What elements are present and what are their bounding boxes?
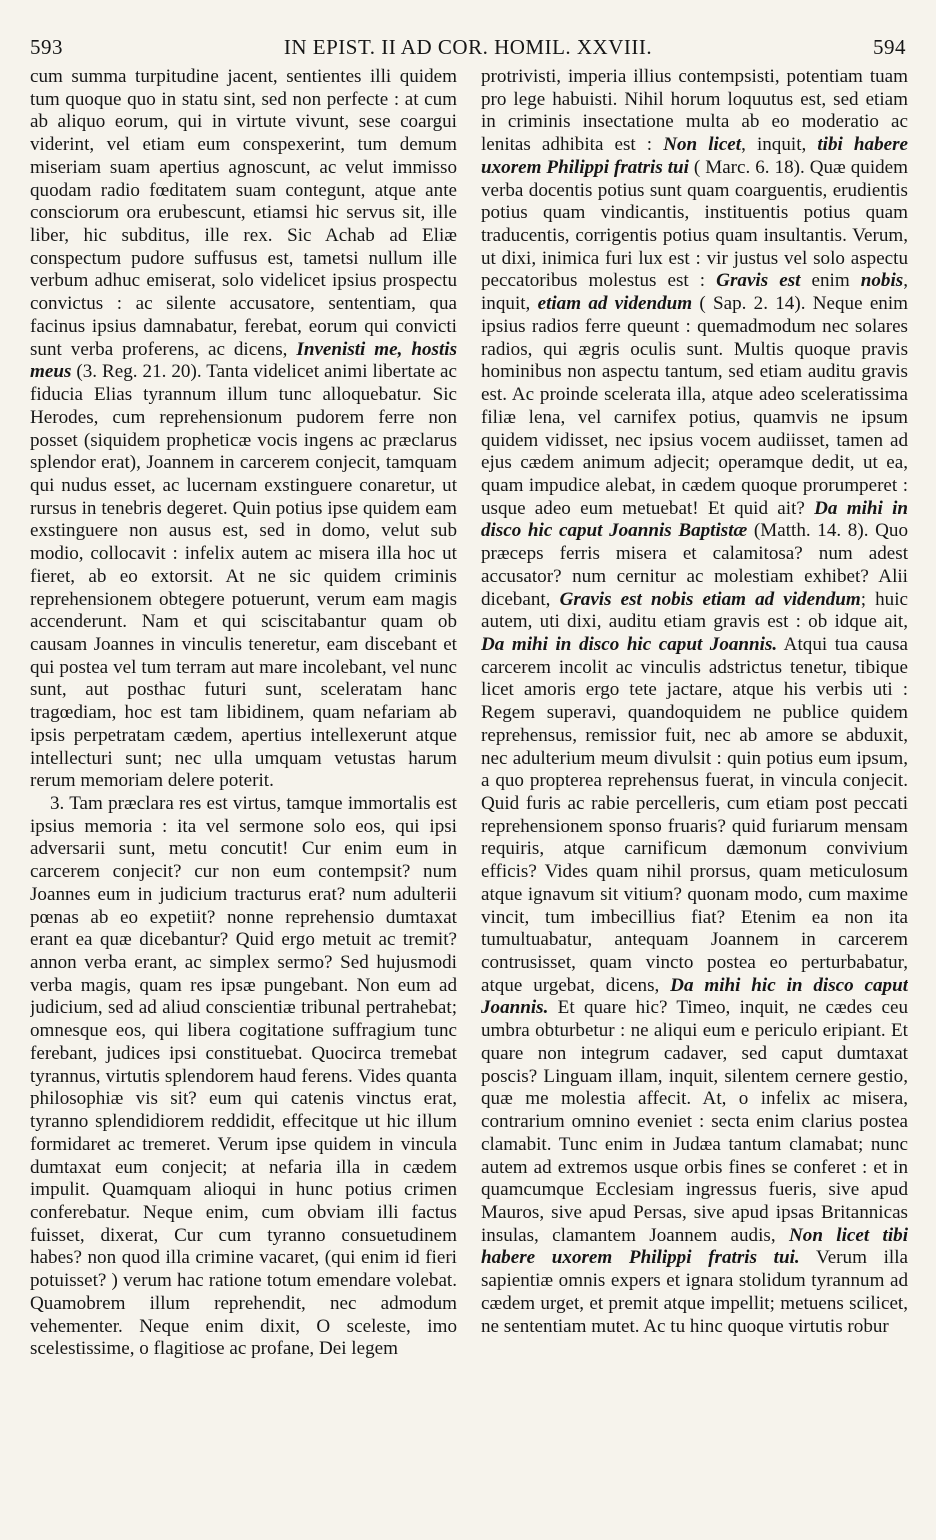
text-run: cum summa turpitudine jacent, sentientes illi quidem tum quoque quo in statu sint, sed non perfecte : at cum ab aliquo eorum, qui in virtute vivunt, sese coargui viderint, vel etiam eum conspexerint, tum demum miseriam suam apertius agnoscunt, ac velut immisso quodam radio fœditatem suam contegunt, atque ante consciorum ora erubescunt, etiamsi hic servus sit, ille liber, hic subditus, ille rex. Sic Achab ad Eliæ conspectum pudore suffusus est, tametsi nullum ille verbum adhuc emiserat, solo videlicet ipsius prospectu convictus : ac silente accusatore, sententiam, qua facinus ipsius damnabatur, ferebat, eorum qui convicti sunt verba proferens, ac dicens, <box>30 66 457 360</box>
text-run: ; huic autem, uti dixi, auditu etiam gravis est : ob idque ait, <box>481 588 908 633</box>
text-run: enim <box>800 270 861 292</box>
text-run: Tanta videlicet animi libertate ac fiducia Elias tyrannum illum tunc alloquebatur. Sic Herodes, cum reprehensionum pudorem ferre non posset (siquidem propheticæ vocis ingens ac præclarus splendor erat), Joannem in carcerem conjecit, tamquam qui nudus esset, ac lucernam exstinguere conaretur, ut rursus in tenebris degeret. Quin potius ipse quidem eam exstinguere non ausus est, sed in domo, velut sub modio, collocavit : infelix autem ac misera illa hoc ut fieret, ab eo extorsit. At ne sic quidem criminis reprehensionem obtegere potuerunt, verum eam magis accenderunt. Nam et qui sciscitabantur quam ob causam Joannes in vinculis teneretur, eam discebant et qui postea vel tum terram aut mare incolebant, vel nunc sunt, aut posthac futuri sunt, sceleratam hanc tragœdiam, hoc est tam libidinem, quam nefariam ab ipsis perpetratam cædem, apertius intellexerunt atque intellecturi sunt; nec ulla umquam vetustas harum rerum memoriam delere poterit. <box>30 361 457 792</box>
scripture-reference: (Matth. 14. 8). <box>747 520 869 542</box>
text-run: Neque enim ipsius radios ferre queunt : quemadmodum nec solares radios, qui ægris oculis sunt. Multis quoque pravis hominibus non aspectu tantum, sed etiam auditu gravis est. Ac proinde scelerata illa, atque adeo sceleratissima filiæ lena, vel carnifex potius, quamvis ne ipsum quidem vidisset, nec ipsius vocem audiisset, tamen ad ejus cædem animum adjecit; operamque dedit, ut ea, quam impudice alebat, in cædem quoque prorumperet : usque adeo eum metuebat! Et quid ait? <box>481 293 908 519</box>
scripture-quote: etiam ad videndum <box>537 293 693 315</box>
scripture-quote: Invenisti me, hostis meus <box>30 338 457 383</box>
text-run: Quo præceps ferris misera et calamitosa? num adest accusator? num cernitur ac molestiam exhibet? Alii dicebant, <box>481 520 908 610</box>
text-run: , inquit, <box>481 270 908 315</box>
scripture-reference: ( Marc. 6. 18). <box>688 156 805 178</box>
right-page-number: 594 <box>873 34 906 59</box>
scripture-quote: tibi habere uxorem Philippi fratris tui <box>481 134 908 178</box>
scripture-quote: Da mihi in disco hic caput Joannis. <box>481 633 778 655</box>
text-run: , inquit, <box>741 134 818 156</box>
text-run: protrivisti, imperia illius contempsisti, potentiam tuam pro lege habuisti. Nihil horum loquutus est, sed etiam in criminis insectatione multa ab eo moderatio ac lenitas adhibita est : <box>481 66 908 156</box>
text-run: Atqui tua causa carcerem incolit ac vinculis adstrictus tenetur, tibique licet amoris ergo tete jactare, atque his verbis uti : Regem superavi, quandoquidem ne publice quidem reprehensus, remissior fuit, nec ab amore se abduxit, nec adulterium meum divulsit : quin potius eum ipsum, a quo propterea reprehensus fuerat, in vincula conjecit. Quid furis ac rabie percelleris, cum etiam post peccati reprehensionem sponso fruaris? quid furiarum mensam requiris, atque carnificum dæmonum convivium efficis? Vides quam nihil prorsus, quam meticulosum atque ignavum sit vitium? quonam modo, cum maxime vincit, tum imbecillius fiat? Etenim ea non ita tumultuabatur, antequam Joannem in carcerem contrusisset, quam vincto postea eo perturbabatur, atque urgebat, dicens, <box>481 633 908 996</box>
text-run: Quæ quidem verba docentis potius sunt quam coarguentis, erudientis potius quam vindicantis, instituentis potius quam traducentis, corrigentis potius quam insultantis. Verum, ut dixi, inimica furi lux est : vir justus vel solo aspectu peccatoribus molestus est : <box>481 156 908 292</box>
text-run: Et quare hic? Timeo, inquit, ne cædes ceu umbra obturbetur : ne aliqui eum e periculo eripiant. Et quare non integrum cadaver, sed caput dumtaxat poscis? Linguam illam, inquit, silentem cernere gestio, quæ me molestia affecit. At, o infelix ac misera, contrarium omnino eveniet : secta enim clarius postea clamabit. Tunc enim in Judæa tantum clamabat; nunc autem ad extremos usque orbis fines se conferet : et in quamcumque Ecclesiam ingressus fueris, sive apud Mauros, sive apud Persas, sive apud ipsas Britannicas insulas, clamantem Joannem audis, <box>481 997 908 1246</box>
right-paragraph <box>481 66 908 1338</box>
text-run: Verum illa sapientiæ omnis expers et ignara stolidum tyrannum ad cædem urget, et premit atque impellit; metuens scilicet, ne sententiam mutet. Ac tu hinc quoque virtutis robur <box>481 1247 908 1337</box>
scripture-quote: Non licet <box>663 134 742 156</box>
scripture-reference: ( Sap. 2. 14). <box>692 293 806 315</box>
right-column <box>481 66 908 1522</box>
text-columns <box>30 66 908 1522</box>
left-paragraph-2: 3. Tam præclara res est virtus, tamque immortalis est ipsius memoria : ita vel sermone solo eos, qui ipsi adversarii sunt, metu concutit! Cur enim eum in carcerem conjecit? cur non eum contempsit? num Joannes eum in judicium tracturus erat? num adulterii pœnas ab eo expetiit? nonne reprehensio dumtaxat erant ea quæ dicebantur? Quid ergo metuit ac tremit? annon verba erant, ac simplex sermo? Sed hujusmodi verba magis, quam res ipsæ pungebant. Non eum ad judicium, sed ad aliud conscientiæ tribunal pertrahebat; omnesque eos, qui libera cogitatione suffragium tunc ferebant, judices ipsi constituebat. Quocirca tremebat tyrannus, virtutis splendorem haud ferens. Vides quanta philosophiæ vis sit? eum qui catenis vinctus erat, tyranno splendidiorem reddidit, effecitque ut hic illum formidaret ac tremeret. Verum ipse quidem in vincula dumtaxat eum conjecit; at nefaria illa in cædem impulit. Quamquam alioqui in hunc potius crimen conferebatur. Neque enim, cum obviam illi factus fuisset, dixerat, Cur cum tyranno consuetudinem habes? non quod illa crimine vacaret, (qui enim id fieri potuisset? ) verum hac ratione totum emendare volebat. Quamobrem illum reprehendit, nec admodum vehementer. Neque enim dixit, O sceleste, imo scelestissime, o flagitiose ac profane, Dei legem <box>30 793 457 1360</box>
scripture-quote: nobis <box>860 270 904 292</box>
scripture-quote: Gravis est nobis etiam ad videndum <box>559 588 861 610</box>
left-column <box>30 66 457 1522</box>
running-title: IN EPIST. II AD COR. HOMIL. XXVIII. <box>283 34 653 59</box>
running-header <box>30 30 906 64</box>
scripture-quote: Non licet tibi habere uxorem Philippi fratris tui. <box>481 1224 908 1269</box>
scripture-quote: Da mihi hic in disco caput Joannis. <box>481 974 908 1019</box>
scripture-quote: Da mihi in disco hic caput Joannis Baptistæ <box>481 497 908 542</box>
left-page-number: 593 <box>30 34 63 59</box>
scripture-reference: (3. Reg. 21. 20). <box>71 361 202 383</box>
scripture-quote: Gravis est <box>716 270 801 292</box>
left-paragraph-1 <box>30 66 457 793</box>
